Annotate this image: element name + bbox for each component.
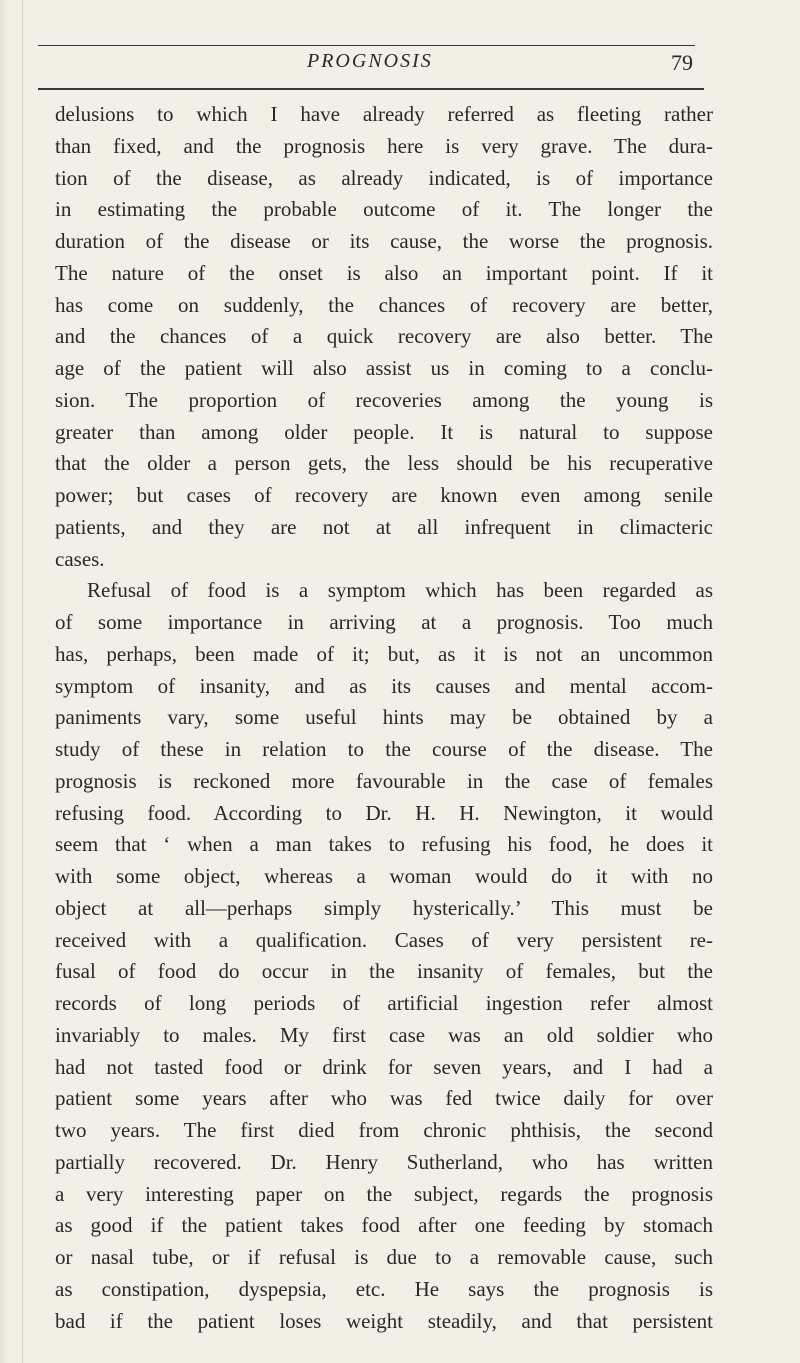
text-line: and the chances of a quick recovery are also better. The (55, 324, 713, 349)
text-line: partially recovered. Dr. Henry Sutherland, who has written (55, 1149, 713, 1174)
text-line: invariably to males. My first case was an old soldier who (55, 1022, 713, 1047)
text-line: symptom of insanity, and as its causes and mental accom- (55, 673, 713, 698)
text-line: age of the patient will also assist us in coming to a conclu- (55, 356, 713, 380)
text-line: seem that ‘ when a man takes to refusing his food, he does it (55, 832, 713, 857)
text-line: had not tasted food or drink for seven years, and I had a (55, 1054, 713, 1079)
text-line: records of long periods of artificial ingestion refer almost (55, 991, 713, 1015)
page-left-edge-shadow (0, 0, 8, 1363)
page-number: 79 (671, 50, 693, 75)
text-line: object at all—perhaps simply hysterically.’ This must be (55, 895, 713, 920)
body-text-block (55, 99, 713, 1337)
text-line: delusions to which I have already referred as fleeting rather (55, 102, 713, 126)
text-line: tion of the disease, as already indicated, is of importance (55, 165, 713, 190)
top-rule (38, 45, 695, 46)
text-line: as constipation, dyspepsia, etc. He says the prognosis is (55, 1276, 713, 1301)
header-rule (38, 88, 704, 90)
paragraph-first-line: Refusal of food is a symptom which has been regarded as (87, 578, 713, 603)
text-line: patient some years after who was fed twice daily for over (55, 1086, 713, 1111)
text-line: of some importance in arriving at a prognosis. Too much (55, 610, 713, 634)
text-line: cases. (55, 546, 105, 571)
text-line: as good if the patient takes food after one feeding by stomach (55, 1213, 713, 1238)
text-line: or nasal tube, or if refusal is due to a removable cause, such (55, 1245, 713, 1269)
text-line: sion. The proportion of recoveries among the young is (55, 387, 713, 412)
text-line: two years. The first died from chronic phthisis, the second (55, 1118, 713, 1142)
text-line: study of these in relation to the course of the disease. The (55, 737, 713, 761)
text-line: paniments vary, some useful hints may be obtained by a (55, 705, 713, 730)
text-line: refusing food. According to Dr. H. H. Newington, it would (55, 800, 713, 825)
text-line: with some object, whereas a woman would do it with no (55, 864, 713, 888)
text-line: in estimating the probable outcome of it. The longer the (55, 197, 713, 222)
text-line: bad if the patient loses weight steadily, and that persistent (55, 1308, 713, 1333)
text-line: fusal of food do occur in the insanity of females, but the (55, 959, 713, 984)
text-line: received with a qualification. Cases of very persistent re- (55, 927, 713, 952)
binding-edge-line (22, 0, 23, 1363)
text-line: greater than among older people. It is natural to suppose (55, 419, 713, 444)
text-line: has, perhaps, been made of it; but, as it is not an uncommon (55, 641, 713, 666)
text-line: a very interesting paper on the subject, regards the prognosis (55, 1181, 713, 1206)
text-line: The nature of the onset is also an important point. If it (55, 260, 713, 285)
text-line: patients, and they are not at all infrequent in climacteric (55, 514, 713, 539)
text-line: power; but cases of recovery are known even among senile (55, 483, 713, 507)
text-line: has come on suddenly, the chances of recovery are better, (55, 292, 713, 317)
text-line: prognosis is reckoned more favourable in the case of females (55, 768, 713, 793)
running-head-title: PROGNOSIS (307, 50, 433, 72)
text-line: duration of the disease or its cause, the worse the prognosis. (55, 229, 713, 253)
text-line: than fixed, and the prognosis here is very grave. The dura- (55, 133, 713, 158)
text-line: that the older a person gets, the less should be his recuperative (55, 451, 713, 476)
